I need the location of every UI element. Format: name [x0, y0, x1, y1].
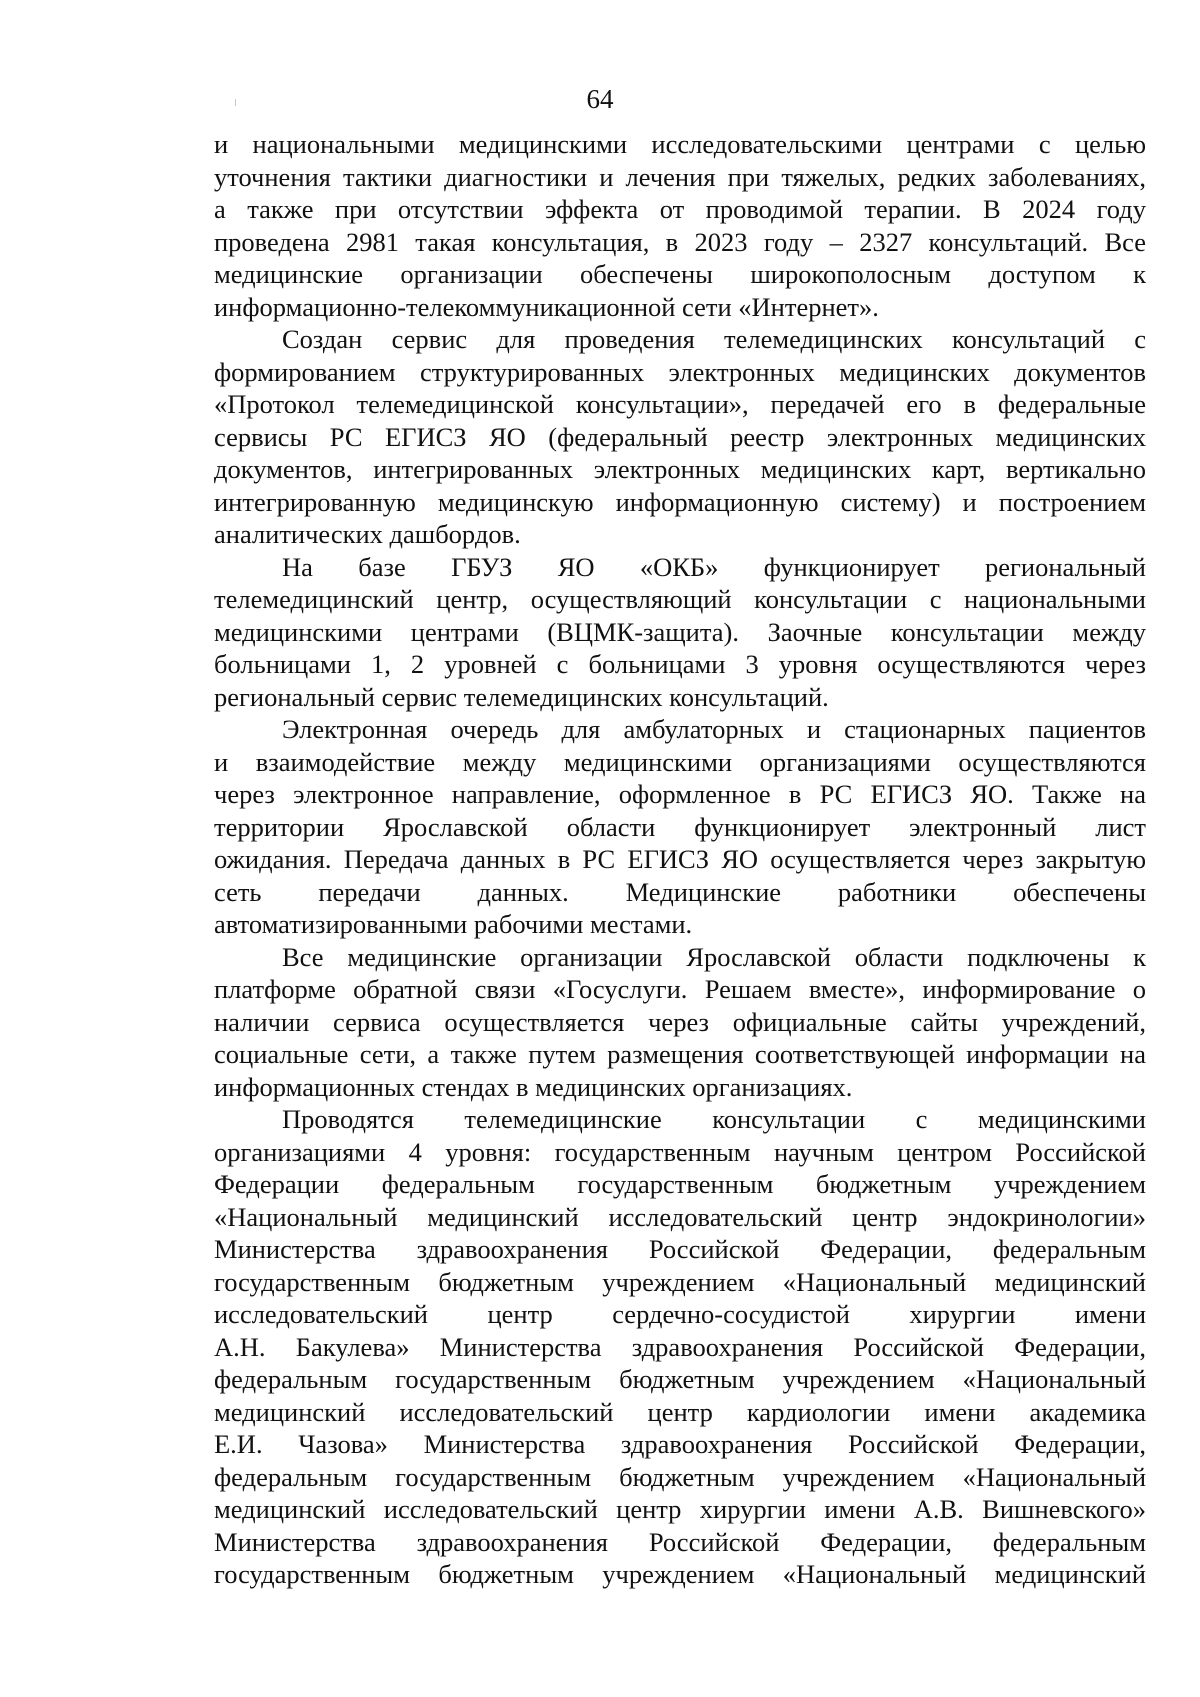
text-line: информационно-телекоммуникационной сети «Интернет». [214, 291, 879, 322]
text-line: документов, интегрированных электронных медицинских карт, вертикально [214, 454, 1146, 484]
text-line: территории Ярославской области функционирует электронный лист [214, 811, 1146, 842]
text-line: государственным бюджетным учреждением «Национальный медицинский [214, 1559, 1146, 1589]
text-line: формированием структурированных электронных медицинских документов [214, 356, 1146, 387]
text-line: медицинские организации обеспечены широкополосным доступом к [214, 259, 1146, 289]
paragraph-p2 [214, 323, 1146, 551]
text-line: платформе обратной связи «Госуслуги. Решаем вместе», информирование о [214, 974, 1146, 1004]
text-line: федеральным государственным бюджетным учреждением «Национальный [214, 1461, 1146, 1492]
text-line: через электронное направление, оформленное в РС ЕГИСЗ ЯО. Также на [214, 779, 1146, 809]
text-line: Е.И. Чазова» Министерства здравоохранения Российской Федерации, [214, 1429, 1146, 1459]
text-line: Создан сервис для проведения телемедицинских консультаций с [282, 324, 1146, 354]
page-number: 64 [586, 84, 614, 114]
text-line: Федерации федеральным государственным бюджетным учреждением [214, 1169, 1146, 1199]
text-line: На базе ГБУЗ ЯО «ОКБ» функционирует региональный [282, 551, 1146, 582]
text-line: уточнения тактики диагностики и лечения при тяжелых, редких заболеваниях, [214, 161, 1146, 192]
text-line: исследовательский центр сердечно-сосудистой хирургии имени [214, 1299, 1146, 1329]
text-line: сервисы РС ЕГИСЗ ЯО (федеральный реестр электронных медицинских [214, 421, 1146, 452]
text-line: Все медицинские организации Ярославской области подключены к [282, 941, 1146, 972]
paragraph-p4 [214, 713, 1146, 941]
text-line: медицинский исследовательский центр кардиологии имени академика [214, 1396, 1146, 1427]
text-line: «Протокол телемедицинской консультации», передачей его в федеральные [214, 389, 1146, 419]
text-line: автоматизированными рабочими местами. [214, 909, 693, 939]
text-line: аналитических дашбордов. [214, 519, 521, 549]
text-line: наличии сервиса осуществляется через официальные сайты учреждений, [214, 1006, 1146, 1037]
text-line: Проводятся телемедицинские консультации с медицинскими [282, 1104, 1146, 1134]
paragraph-p3 [214, 551, 1146, 714]
document-body [214, 128, 1146, 1591]
text-line: а также при отсутствии эффекта от проводимой терапии. В 2024 году [214, 194, 1146, 224]
text-line: медицинский исследовательский центр хирургии имени А.В. Вишневского» [214, 1494, 1146, 1524]
text-line: телемедицинский центр, осуществляющий консультации с национальными [214, 584, 1146, 614]
text-line: Министерства здравоохранения Российской Федерации, федеральным [214, 1526, 1146, 1557]
text-line: Электронная очередь для амбулаторных и стационарных пациентов [282, 714, 1146, 744]
text-line: А.Н. Бакулева» Министерства здравоохранения Российской Федерации, [214, 1331, 1146, 1362]
text-line: и национальными медицинскими исследовательскими центрами с целью [214, 129, 1146, 159]
text-line: сеть передачи данных. Медицинские работники обеспечены [214, 876, 1146, 907]
text-line: проведена 2981 такая консультация, в 2023 году – 2327 консультаций. Все [214, 226, 1146, 257]
paragraph-p5 [214, 941, 1146, 1104]
text-line: ожидания. Передача данных в РС ЕГИСЗ ЯО осуществляется через закрытую [214, 844, 1146, 874]
text-line: федеральным государственным бюджетным учреждением «Национальный [214, 1364, 1146, 1394]
text-line: интегрированную медицинскую информационную систему) и построением [214, 486, 1146, 517]
text-line: Министерства здравоохранения Российской Федерации, федеральным [214, 1234, 1146, 1264]
text-line: «Национальный медицинский исследовательский центр эндокринологии» [214, 1201, 1146, 1232]
paragraph-p1 [214, 128, 1146, 323]
text-line: информационных стендах в медицинских организациях. [214, 1071, 853, 1102]
text-line: организациями 4 уровня: государственным научным центром Российской [214, 1136, 1146, 1167]
text-line: больницами 1, 2 уровней с больницами 3 уровня осуществляются через [214, 649, 1146, 679]
paragraph-p6 [214, 1103, 1146, 1591]
text-line: медицинскими центрами (ВЦМК-защита). Заочные консультации между [214, 616, 1146, 647]
text-line: социальные сети, а также путем размещения соответствующей информации на [214, 1039, 1146, 1069]
text-line: государственным бюджетным учреждением «Национальный медицинский [214, 1266, 1146, 1297]
text-line: и взаимодействие между медицинскими организациями осуществляются [214, 746, 1146, 777]
text-line: региональный сервис телемедицинских консультаций. [214, 681, 829, 712]
